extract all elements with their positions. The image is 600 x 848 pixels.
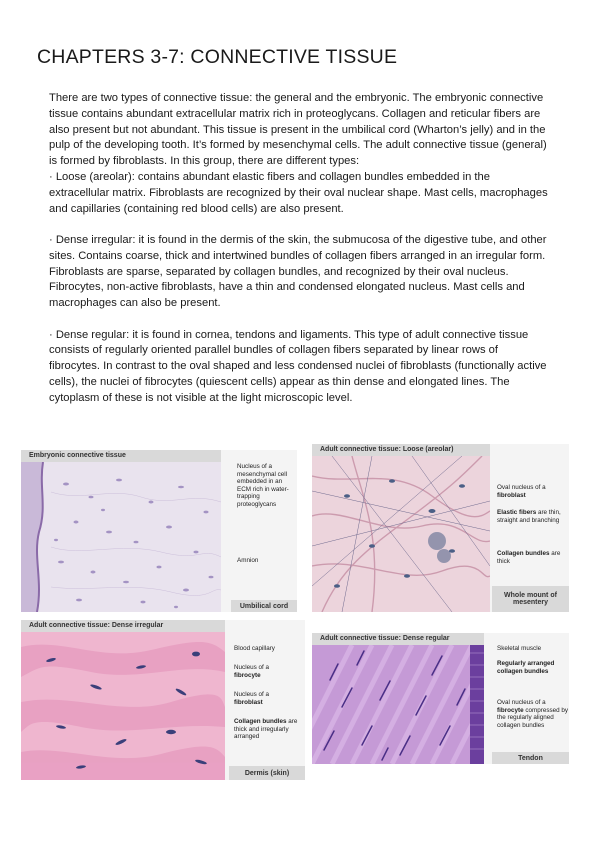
label-fibrocyte-nucleus: Nucleus of a fibrocyte — [234, 664, 270, 679]
figure-embryonic — [21, 450, 297, 612]
micrograph-dense-irregular-image — [21, 632, 225, 780]
label-fibroblast-nucleus: Oval nucleus of a fibroblast — [497, 484, 546, 499]
figure-loose-areolar — [312, 444, 569, 612]
term-collagen-bundles: Collagen bundles — [497, 550, 550, 557]
label-amnion: Amnion — [237, 557, 259, 564]
label-fibrocyte-nucleus: Oval nucleus of a fibrocyte compressed by the regularly aligned collagen bundles — [497, 699, 569, 729]
figure-header: Embryonic connective tissue — [21, 450, 221, 462]
figure-caption: Tendon — [492, 752, 569, 764]
dense-irregular-paragraph: · Dense irregular: it is found in the dermis of the skin, the submucosa of the digestive tube, and other sites. Contains coarse, thick and intertwined bundles of collagen fibers arranged in an irregular form. Fibroblasts are sparse, separated by collagen bundles, and recognized by their oval nucleus. Fibrocytes, non-active fibroblasts, have a thin and condensed elongated nucleus. Mast cells and macrophages can also be present. — [49, 233, 547, 310]
term-fibroblast: fibroblast — [234, 698, 263, 706]
label-elastic-fibers: Elastic fibers are thin, straight and branching — [497, 509, 561, 524]
term-elastic-fibers: Elastic fibers — [497, 509, 537, 516]
figure-dense-regular — [312, 633, 569, 764]
term-fibrocyte: fibrocyte — [497, 706, 524, 714]
micrograph-dense-irregular — [21, 632, 225, 780]
micrograph-embryonic-image — [21, 462, 221, 612]
micrograph-dense-regular — [312, 645, 484, 764]
label-mesenchymal-nucleus: Nucleus of a mesenchymal cell embedded in an ECM rich in water-trapping proteoglycans — [237, 463, 289, 508]
micrograph-loose — [312, 456, 490, 612]
micrograph-embryonic — [21, 462, 221, 612]
label-fibroblast-nucleus: Nucleus of a fibroblast — [234, 691, 270, 706]
figure-header: Adult connective tissue: Dense regular — [312, 633, 484, 645]
label-collagen-bundles: Collagen bundles are thick — [497, 550, 561, 565]
page-title: CHAPTERS 3-7: CONNECTIVE TISSUE — [37, 46, 398, 68]
label-collagen-bundles: Regularly arranged collagen bundles — [497, 660, 555, 675]
label-skeletal-muscle: Skeletal muscle — [497, 645, 542, 652]
loose-paragraph: · Loose (areolar): contains abundant elastic fibers and collagen bundles embedded in the extracellular matrix. Fibroblasts are recognized by their oval nuclear shape. Mast cells, macrophages and capillaries (containing red blood cells) are also present. — [49, 170, 548, 215]
micrograph-dense-regular-image — [312, 645, 484, 764]
figure-dense-irregular — [21, 620, 305, 780]
figure-caption: Umbilical cord — [231, 600, 297, 612]
figure-header: Adult connective tissue: Dense irregular — [21, 620, 225, 632]
term-collagen-bundles: Collagen bundles — [234, 718, 287, 725]
label-blood-capillary: Blood capillary — [234, 645, 275, 652]
figure-caption: Dermis (skin) — [229, 766, 305, 780]
figure-caption: Whole mount of mesentery — [492, 586, 569, 612]
label-collagen-bundles: Collagen bundles are thick and irregularly arranged — [234, 718, 298, 741]
micrograph-loose-image — [312, 456, 490, 612]
body-text — [49, 91, 549, 407]
term-fibrocyte: fibrocyte — [234, 671, 261, 679]
intro-paragraph: There are two types of connective tissue: the general and the embryonic. The embryonic connective tissue contains abundant extracellular matrix rich in proteoglycans. Collagen and reticular fibers are also present but not abundant. This tissue is present in the umbilical cord (Wharton’s jelly) and in the pulp of the developing tooth. It’s formed by mesenchymal cells. The adult connective tissue (general) is formed by fibroblasts. In this group, there are different types: — [49, 92, 547, 168]
term-fibroblast: fibroblast — [497, 491, 526, 499]
dense-regular-paragraph: · Dense regular: it is found in cornea, tendons and ligaments. This type of adult connective tissue consists of regularly oriented parallel bundles of collagen fibers separated by linear rows of fibrocytes. In contrast to the oval shaped and less condensed nuclei of fibroblasts (functionally active cells), the nuclei of fibrocytes (quiescent cells) appear as thin dense and elongated lines. The cytoplasm of these is not visible at the light microscopic level. — [49, 328, 547, 404]
figure-header: Adult connective tissue: Loose (areolar) — [312, 444, 490, 456]
